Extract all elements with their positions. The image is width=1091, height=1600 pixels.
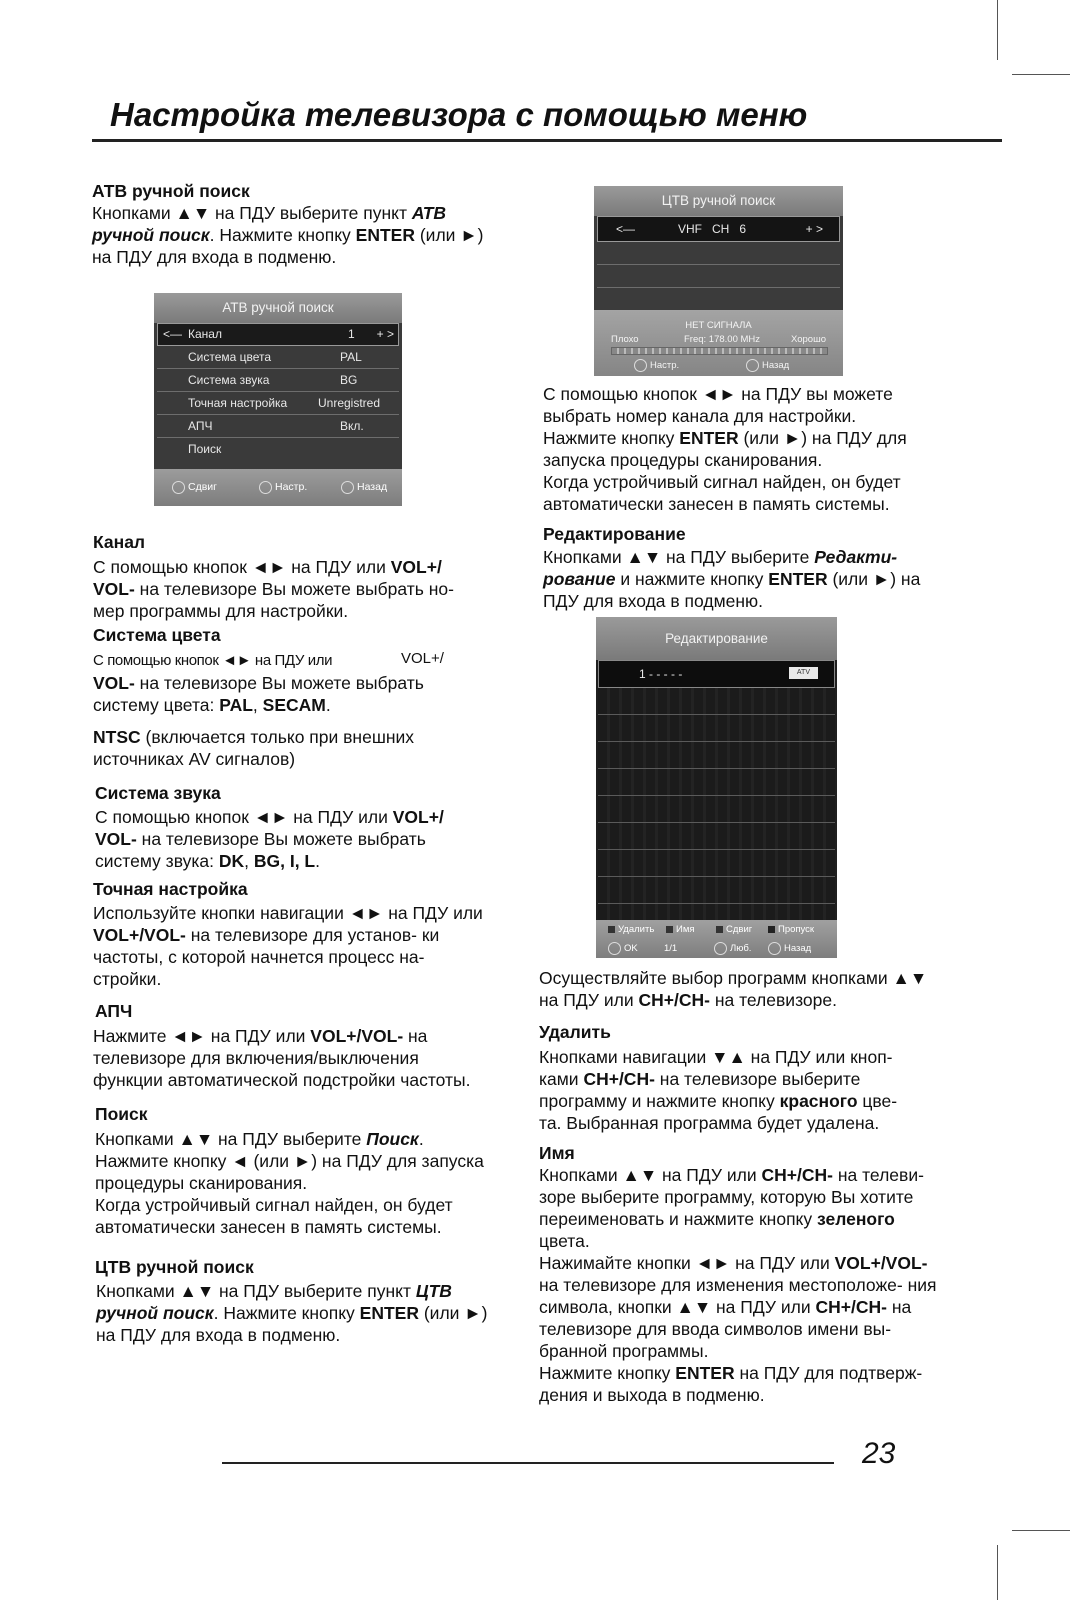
page-title: Настройка телевизора с помощью меню	[110, 96, 808, 133]
atv-row-color[interactable]: Система цвета PAL	[157, 346, 399, 369]
chevron-right-icon[interactable]: + >	[805, 222, 823, 236]
channel-paragraph: С помощью кнопок ◄► на ПДУ или VOL+/ VOL- на телевизоре Вы можете выбрать но- мер программы для настройки.	[93, 557, 454, 621]
name-heading: Имя	[539, 1143, 575, 1163]
atv-paragraph: Кнопками ▲▼ на ПДУ выберите пункт АТВ ручной поиск. Нажмите кнопку ENTER (или ►) на ПДУ для входа в подменю.	[92, 203, 484, 267]
chevron-left-icon[interactable]: <—	[163, 327, 183, 341]
edit-empty-row[interactable]	[598, 769, 835, 796]
atv-screen-footer: Сдвиг Настр. Назад	[154, 469, 402, 506]
crop-mark	[997, 0, 998, 60]
atv-row-channel[interactable]: <— Канал 1 + >	[157, 323, 399, 346]
title-rule	[92, 139, 1002, 142]
dtv-paragraph: Кнопками ▲▼ на ПДУ выберите пункт ЦТВ ручной поиск. Нажмите кнопку ENTER (или ►) на ПДУ для входа в подменю.	[96, 1281, 488, 1345]
enter-icon	[259, 481, 272, 494]
name-paragraph-2: Нажимайте кнопки ◄► на ПДУ или VOL+/VOL- на телевизоре для изменения местоположе- ния символа, кнопки ▲▼ на ПДУ или CH+/CH- на телевизоре для ввода символов имени вы- бранной программы.	[539, 1253, 937, 1361]
edit-empty-row[interactable]	[598, 823, 835, 850]
edit-empty-rows	[598, 688, 835, 958]
footer-rule	[222, 1462, 834, 1464]
atv-badge: ATV	[789, 667, 818, 679]
dtv-menu-screen	[594, 186, 843, 376]
dtv-desc-2: Нажмите кнопку ENTER (или ►) на ПДУ для запуска процедуры сканирования.	[543, 428, 907, 470]
atv-row-sound[interactable]: Система звука BG	[157, 369, 399, 392]
afc-heading: АПЧ	[95, 1001, 133, 1021]
fine-tune-paragraph: Используйте кнопки навигации ◄► на ПДУ или VOL+/VOL- на телевизоре для установ- ки частоты, с которой начнется процесс на- стройки.	[93, 903, 483, 989]
name-paragraph-1: Кнопками ▲▼ на ПДУ или CH+/CH- на телеви- зоре выберите программу, которую Вы хотите переименовать и нажмите кнопку зеленого цвета.	[539, 1165, 924, 1251]
edit-heading: Редактирование	[543, 524, 686, 544]
menu-icon	[768, 942, 781, 955]
atv-screen-header: АТВ ручной поиск	[154, 293, 402, 323]
color-system-paragraph: С помощью кнопок ◄► на ПДУ или VOL+/ VOL- на телевизоре Вы можете выбрать систему цвета: PAL, SECAM.	[93, 650, 444, 715]
atv-row-search[interactable]: Поиск	[188, 442, 222, 456]
ok-icon	[608, 942, 621, 955]
right-column-top	[543, 383, 938, 612]
crop-mark	[1012, 74, 1070, 75]
name-paragraph-3: Нажмите кнопку ENTER на ПДУ для подтверж- дения и выхода в подменю.	[539, 1363, 923, 1405]
edit-screen-footer: Удалить Имя Сдвиг Пропуск OK 1/1 Люб. Назад	[596, 920, 837, 958]
channel-heading: Канал	[93, 532, 146, 552]
crop-mark	[997, 1545, 998, 1600]
dtv-desc-3: Когда устройчивый сигнал найден, он будет автоматически занесен в память системы.	[543, 472, 901, 514]
delete-heading: Удалить	[539, 1022, 611, 1042]
edit-menu-screen	[596, 617, 837, 958]
sound-system-paragraph: С помощью кнопок ◄► на ПДУ или VOL+/ VOL- на телевизоре Вы можете выбрать систему звука: DK, BG, I, L.	[95, 807, 444, 871]
fine-tune-heading: Точная настройка	[93, 879, 248, 899]
search-heading: Поиск	[95, 1104, 148, 1124]
atv-menu-screen	[154, 293, 402, 506]
blue-key-icon	[768, 926, 775, 933]
atv-row-fine[interactable]: Точная настройка Unregistred	[157, 392, 399, 415]
search-paragraph: Кнопками ▲▼ на ПДУ выберите Поиск. Нажмите кнопку ◄ (или ►) на ПДУ для запуска процедуры сканирования. Когда устройчивый сигнал найден, он будет автоматически занесен в память системы.	[95, 1129, 484, 1237]
atv-heading: АТВ ручной поиск	[92, 181, 250, 201]
dtv-screen-header: ЦТВ ручной поиск	[594, 186, 843, 216]
dtv-signal-panel: НЕТ СИГНАЛА Плохо Freq: 178.00 MHz Хорошо Настр. Назад	[594, 310, 843, 376]
signal-strength-bar	[611, 347, 828, 355]
fav-icon	[714, 942, 727, 955]
edit-empty-row[interactable]	[598, 742, 835, 769]
dtv-heading: ЦТВ ручной поиск	[95, 1257, 254, 1277]
dtv-desc-1: С помощью кнопок ◄► на ПДУ вы можете выбрать номер канала для настройки.	[543, 384, 893, 426]
enter-icon	[634, 359, 647, 372]
crop-mark	[1012, 1530, 1070, 1531]
edit-row-selected[interactable]: 1 - - - - - ATV	[598, 660, 835, 688]
edit-empty-row[interactable]	[598, 877, 835, 904]
dtv-channel-row[interactable]: <— VHF CH 6 + >	[597, 216, 840, 242]
yellow-key-icon	[716, 926, 723, 933]
delete-paragraph: Кнопками навигации ▼▲ на ПДУ или кноп- ками CH+/CH- на телевизоре выберите программу и нажмите кнопку красного цве- та. Выбранная программа будет удалена.	[539, 1047, 898, 1133]
chevron-right-icon[interactable]: + >	[376, 327, 394, 341]
green-key-icon	[666, 926, 673, 933]
edit-empty-row[interactable]	[598, 715, 835, 742]
edit-paragraph: Кнопками ▲▼ на ПДУ выберите Редакти- рование и нажмите кнопку ENTER (или ►) на ПДУ для входа в подменю.	[543, 547, 921, 611]
edit-empty-row[interactable]	[598, 688, 835, 715]
afc-paragraph: Нажмите ◄► на ПДУ или VOL+/VOL- на телевизоре для включения/выключения функции автоматической подстройки частоты.	[93, 1026, 471, 1090]
edit-screen-header: Редактирование	[596, 617, 837, 660]
edit-empty-row[interactable]	[598, 796, 835, 823]
edit-empty-row[interactable]	[598, 850, 835, 877]
sound-system-heading: Система звука	[95, 783, 221, 803]
ntsc-paragraph: NTSC (включается только при внешних источниках AV сигналов)	[93, 727, 415, 769]
page-number: 23	[862, 1437, 896, 1470]
menu-icon	[341, 481, 354, 494]
select-paragraph: Осуществляйте выбор программ кнопками ▲▼ на ПДУ или CH+/CH- на телевизоре.	[539, 968, 928, 1010]
red-key-icon	[608, 926, 615, 933]
no-signal-text: НЕТ СИГНАЛА	[685, 320, 752, 331]
chevron-left-icon[interactable]: <—	[616, 222, 636, 236]
right-column-bottom	[539, 967, 944, 1406]
atv-row-afc[interactable]: АПЧ Вкл.	[157, 415, 399, 438]
atv-intro	[92, 180, 487, 268]
nav-icon	[172, 481, 185, 494]
left-column-text	[93, 531, 488, 1346]
color-system-heading: Система цвета	[93, 625, 221, 645]
menu-icon	[746, 359, 759, 372]
